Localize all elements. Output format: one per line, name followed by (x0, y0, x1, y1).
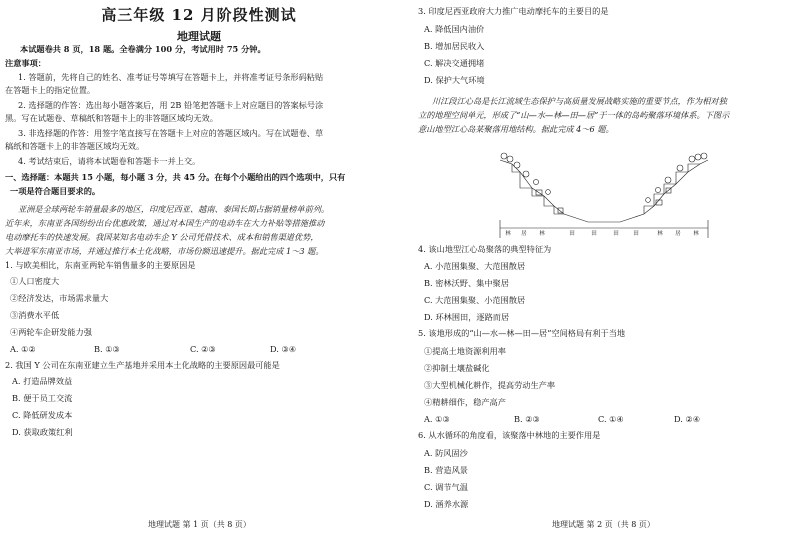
answer-option[interactable]: D. ②④ (674, 414, 701, 424)
page-footer: 地理试题 第 2 页（共 8 页） (552, 520, 655, 529)
answer-option[interactable]: A. ①③ (424, 414, 450, 424)
answer-option[interactable]: A. 打造品牌效益 (12, 376, 73, 386)
question-stem: 5. 该地形成的“山—水—林—田—居”空间格局有利于当地 (418, 328, 626, 338)
answer-option[interactable]: B. 营造风景 (424, 465, 468, 475)
answer-option[interactable]: D. 涵养水源 (424, 499, 469, 509)
section-heading: 一项是符合题目要求的。 (10, 186, 101, 196)
notice-line: 4. 考试结束后，请将本试题卷和答题卡一并上交。 (18, 156, 201, 166)
question-stem: 3. 印度尼西亚政府大力推广电动摩托车的主要目的是 (418, 6, 609, 16)
exam-title: 高三年级 12 月阶段性测试 (101, 6, 297, 24)
land-use-label: 田 (569, 231, 575, 237)
land-use-label: 居 (675, 231, 681, 237)
notice-line: 1. 答题前，先将自己的姓名、准考证号等填写在答题卡上，并将准考证号条形码粘贴 (18, 72, 324, 82)
question-stem: 6. 从水循环的角度看，该聚落中林地的主要作用是 (418, 430, 601, 440)
section-heading: 一、选择题：本题共 15 小题，每小题 3 分，共 45 分。在每个小题给出的四个选项中，只有 (5, 172, 346, 182)
answer-option[interactable]: C. 降低研发成本 (12, 410, 73, 420)
answer-option[interactable]: D. 获取政策红利 (12, 427, 73, 437)
question-stem: 2. 我国 Y 公司在东南亚建立生产基地并采用本土化战略的主要原因最可能是 (5, 360, 280, 370)
answer-option[interactable]: C. ②③ (190, 344, 216, 354)
land-use-label: 林 (657, 231, 663, 237)
answer-option[interactable]: B. ①③ (94, 344, 120, 354)
land-use-label: 居 (521, 231, 527, 237)
passage-line: 立的地理空间单元，形成了“山—水—林—田—居”于一体的岛屿聚落环境体系。下图示 (418, 110, 730, 120)
land-use-label: 林 (693, 231, 699, 237)
land-use-label: 林 (505, 231, 511, 237)
question-item: ②经济发达，市场需求量大 (10, 293, 109, 303)
question-item: ④精耕细作，稳产高产 (424, 397, 506, 407)
answer-option[interactable]: C. 大范围集聚、小范围散居 (424, 295, 526, 305)
right-page (402, 0, 800, 554)
land-use-label: 林 (539, 231, 545, 237)
question-stem: 1. 与欧美相比，东南亚两轮车销售量多的主要原因是 (5, 260, 196, 270)
passage-line: 亚洲是全球两轮车销量最多的地区，印度尼西亚、越南、泰国长期占据销量榜单前列。 (18, 204, 330, 214)
left-page (0, 0, 398, 554)
passage-line: 近年来，东南亚各国纷纷出台优惠政策，通过对本国生产的电动车在大力补贴等措施推动 (5, 218, 325, 228)
notice-line: 在答题卡上的指定位置。 (5, 85, 96, 95)
answer-option[interactable]: D. 保护大气环境 (424, 75, 485, 85)
exam-subtitle: 地理试题 (177, 30, 221, 43)
answer-option[interactable]: A. 降低国内油价 (424, 24, 485, 34)
exam-info: 本试题卷共 8 页，18 题。全卷满分 100 分，考试用时 75 分钟。 (20, 44, 266, 54)
passage-line: 意山地型江心岛某聚落用地结构。据此完成 4～6 题。 (418, 124, 614, 134)
land-use-diagram (498, 150, 710, 238)
land-use-label: 田 (633, 231, 639, 237)
answer-option[interactable]: D. 环林围田，逐路而居 (424, 312, 510, 322)
land-use-label: 田 (591, 231, 597, 237)
question-item: ①人口密度大 (10, 276, 60, 286)
answer-option[interactable]: B. ②③ (514, 414, 540, 424)
answer-option[interactable]: C. 调节气温 (424, 482, 468, 492)
land-use-label: 田 (613, 231, 619, 237)
answer-option[interactable]: A. 防风固沙 (424, 448, 468, 458)
answer-option[interactable]: C. ①④ (598, 414, 624, 424)
question-stem: 4. 该山地型江心岛聚落的典型特征为 (418, 244, 552, 254)
answer-option[interactable]: A. 小范围集聚、大范围散居 (424, 261, 526, 271)
answer-option[interactable]: D. ③④ (270, 344, 297, 354)
question-item: ③大型机械化耕作，提高劳动生产率 (424, 380, 556, 390)
notice-heading: 注意事项： (5, 58, 46, 68)
answer-option[interactable]: B. 便于员工交流 (12, 393, 73, 403)
answer-option[interactable]: B. 增加居民收入 (424, 41, 485, 51)
passage-line: 电动摩托车的快速发展。我国某知名电动车企 Y 公司凭借技术、成本和销售渠道优势， (5, 232, 319, 242)
answer-option[interactable]: B. 密林沃野、集中聚居 (424, 278, 509, 288)
notice-line: 稿纸和答题卡上的非答题区域均无效。 (5, 141, 145, 151)
question-item: ①提高土地资源利用率 (424, 346, 506, 356)
notice-line: 3. 非选择题的作答：用签字笔直接写在答题卡上对应的答题区域内。写在试题卷、草 (18, 128, 324, 138)
passage-line: 川江段江心岛是长江流域生态保护与高质量发展战略实施的重要节点，作为相对独 (432, 96, 727, 106)
notice-line: 2. 选择题的作答：选出每小题答案后，用 2B 铅笔把答题卡上对应题目的答案标号涂 (18, 100, 324, 110)
answer-option[interactable]: A. ①② (10, 344, 36, 354)
question-item: ②抑制土壤盐碱化 (424, 363, 490, 373)
question-item: ④两轮车企研发能力强 (10, 327, 92, 337)
passage-line: 大举进军东南亚市场，并通过推行本土化战略，市场份额迅速提升。据此完成 1～3 题。 (5, 246, 324, 256)
page-footer: 地理试题 第 1 页（共 8 页） (148, 520, 251, 529)
answer-option[interactable]: C. 解决交通拥堵 (424, 58, 485, 68)
notice-line: 黑。写在试题卷、草稿纸和答题卡上的非答题区域均无效。 (5, 113, 218, 123)
question-item: ③消费水平低 (10, 310, 60, 320)
